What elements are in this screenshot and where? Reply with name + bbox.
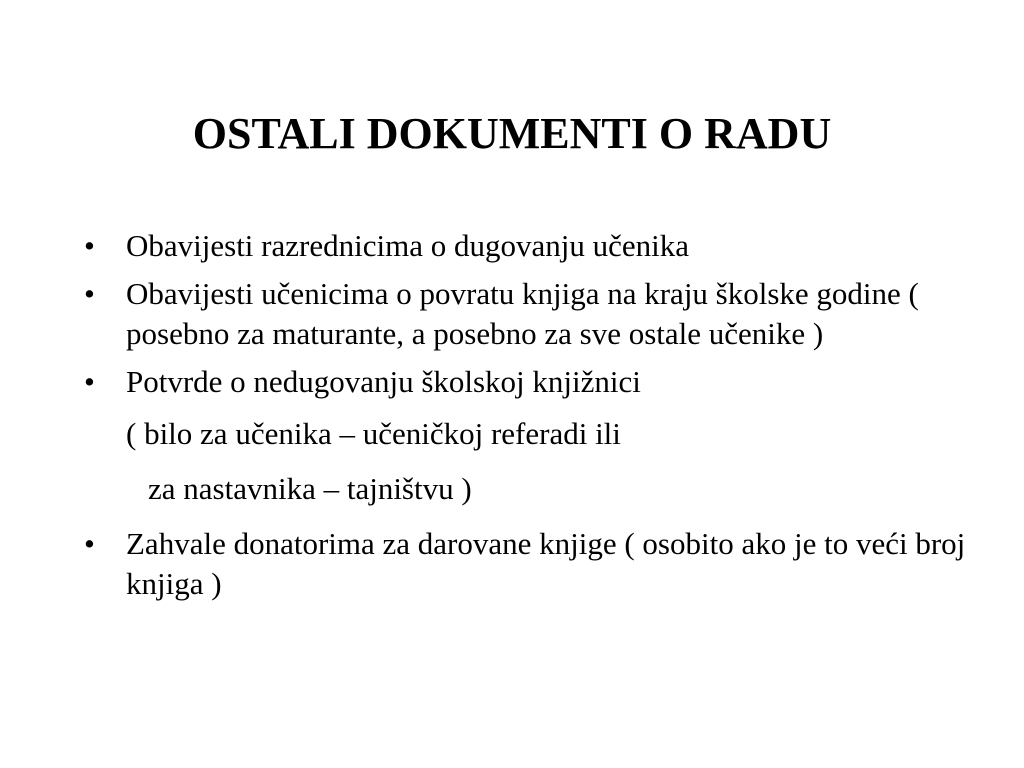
slide-title: OSTALI DOKUMENTI O RADU bbox=[192, 109, 832, 158]
sub-line bbox=[84, 414, 994, 454]
bullet-icon: • bbox=[84, 364, 95, 399]
bullet-icon: • bbox=[84, 228, 95, 263]
list-item bbox=[84, 362, 994, 402]
list-item-text: Potvrde o nedugovanju školskoj knjižnici bbox=[126, 364, 641, 399]
sub-line-text: ( bilo za učenika – učeničkoj referadi ili bbox=[126, 416, 621, 451]
list-item bbox=[84, 226, 994, 266]
sub-line bbox=[84, 469, 994, 509]
bullet-icon: • bbox=[84, 526, 95, 561]
list-item-text: Obavijesti razrednicima o dugovanju učenika bbox=[126, 228, 689, 263]
bullet-list bbox=[84, 226, 994, 612]
bullet-icon: • bbox=[84, 276, 95, 311]
list-item bbox=[84, 524, 994, 604]
sub-line-text: za nastavnika – tajništvu ) bbox=[148, 471, 472, 506]
list-item-text: Obavijesti učenicima o povratu knjiga na kraju školske godine ( posebno za maturante, a posebno za sve ostale učenike ) bbox=[126, 276, 919, 351]
list-item bbox=[84, 274, 994, 354]
list-item-text: Zahvale donatorima za darovane knjige ( osobito ako je to veći broj knjiga ) bbox=[126, 526, 966, 601]
